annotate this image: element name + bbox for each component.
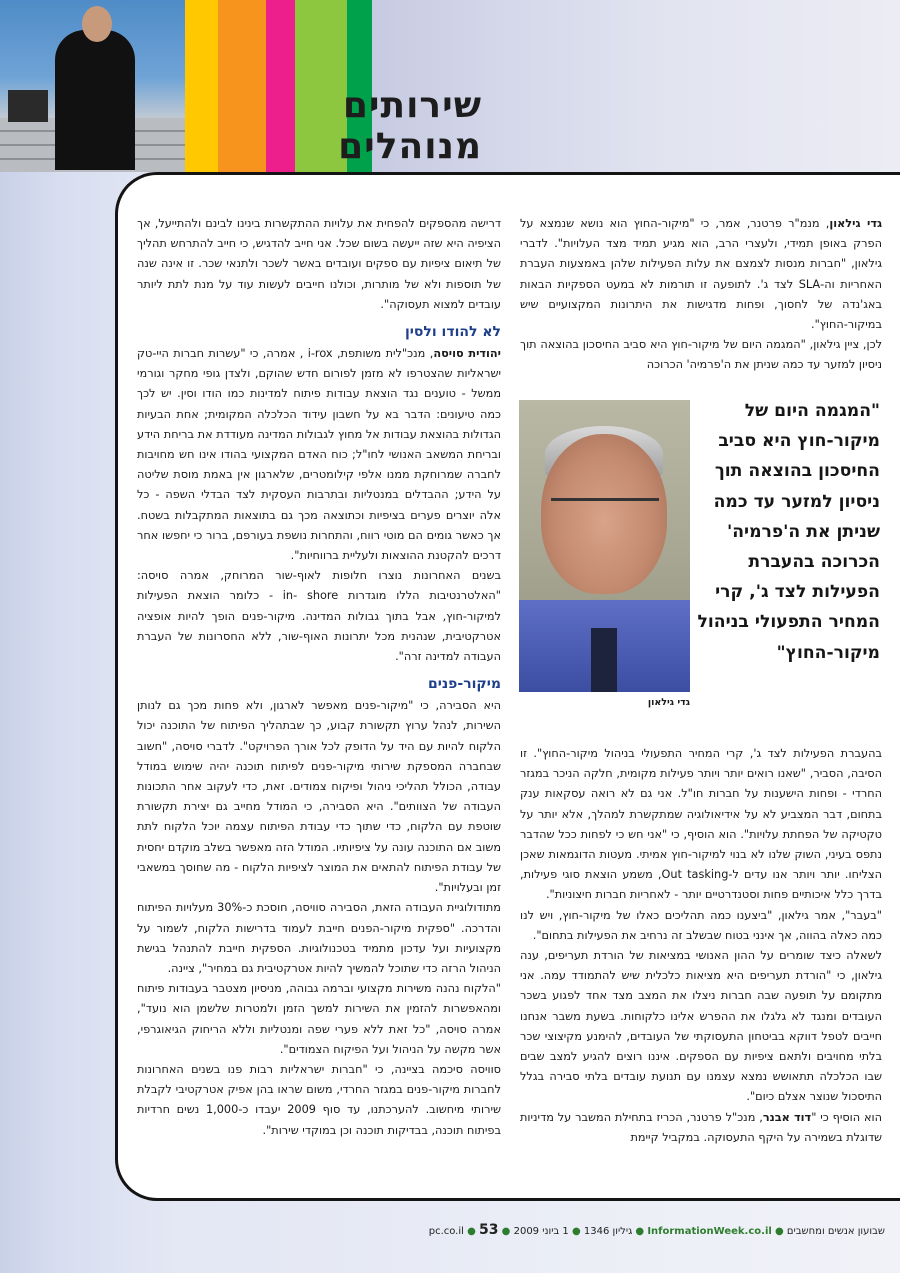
paragraph: בשנים האחרונות נוצרו חלופות לאוף-שור המרוחק, אמרה סויסה: "האלטרנטיבות הללו מוגדרות in- shore - כלומר הוצאת הפעילות למיקור-חוץ, אבל בתוך גבולות המדינה. מיקור-פנים הופך להיות אופציה אטרקטיבית, שנהנית מכל יתרונות האוף-שור, ללא החסרונות של העברת העבודה למדינה זרה". (137, 569, 501, 664)
subheading: מיקור-פנים (427, 676, 501, 693)
section-title: שירותים מנוהלים (338, 85, 482, 167)
person-name: דוד אבנר (762, 1110, 812, 1124)
publication-name: שבועון אנשים ומחשבים (786, 1226, 885, 1237)
paragraph-text: , מנכ"לית משותפת, i-rox , אמרה, כי "עשרות חברות היי-טק ישראליות שהצטרפו לא מזמן לפורום חדש שהוקם, ולצדן גופי מחקר וגורמי ממשל - טוענים נגד הוצאת עבודות פיתוח למדינות כמו הודו וסין. יש לכך כמה טיעונים: הדבר בא על חשבון עידוד הכלכלה המקומית; אחת הבעיות הגדולות בהוצאת עבודות אל מחוץ לגבולות המדינה מעודדת את בריחת הידע ובריחת המשאב האנושי לחו"ל; כוח האדם המקצועי בהודו אינו חש מחויבות לחברה שמרוחקת ממנו אלפי קילומטרים, שלארגון אין באמת מוסת שליטה על הידע; ההבדלים במנטליות ובתרבות העסקית לצד הבדלי השפה - כל אלה יוצרים פערים בציפיות וכתוצאה מכך גם בתוצאות המתקבלות בשטח. אך כאשר גומים הם מוטי רווח, והתחרות נושפת בעורפם, ברור כי יחפשו אחר דרכים להקטנת ההוצאות ולעליית ברווחיות". (137, 347, 501, 563)
site-name: InformationWeek.co.il (647, 1226, 772, 1237)
bullet-icon: ● (632, 1226, 645, 1237)
bullet-icon: ● (568, 1226, 581, 1237)
site-url: pc.co.il (428, 1226, 464, 1237)
photo-caption: גדי גילאון (647, 697, 690, 708)
paragraph: "הלקוח נהנה משירות מקצועי וברמה גבוהה, מניסיון מצטבר בעבודות פיתוח ומהאפשרות להזמין את השירות למשך הזמן ולמטרות שלשמן הוא נועד", אמרה סויסה, "כל זאת ללא פערי שפה ומנטליות וללא הריחוק הגיאוגרפי, אשר מקשה על הניהול ועל הפיקוח הצמודים". (137, 982, 501, 1056)
issue-number: גיליון 1346 (583, 1226, 633, 1237)
header-photo-businessman (0, 0, 185, 172)
paragraph (520, 1108, 882, 1148)
paragraph (520, 214, 882, 335)
paragraph-text: , מנמ"ר פרטנר, אמר, כי "מיקור-החוץ הוא נושא שנמצא על הפרק באופן תמידי, ולעצרי הרב, הוא מגיע תמיד מצד העלויות". לדברי גילאון, "חברות מנסות לצמצם את עלות הפעילות שלהן באמצעות העברת האחריות וה-SLA לצד ג'. לתופעה זו תורמות לא במעט הספקיות הבאות באג'נדה של לחסוך, ופחות מדגישות את היתרונות המקצועיים שיש במיקור-החוץ". (520, 217, 882, 332)
page-footer (60, 1222, 885, 1238)
paragraph: דרישה מהספקים להפחית את עלויות ההתקשרות בינינו לבינם ולהתייעל, אך הציפיה היא שזה ייעשה בשום שכל. אני חייב להדגיש, כי חייב להתרחש תהליך של תיאום ציפיות עם ספקים ועובדים באשר לשכר ולתנאי שכר. זו אינה שנה של תוספות ולא של מותרות, וכולנו חייבים לעשות עוד על מנת לתת ליותר עובדים למצוא תעסוקה". (137, 217, 501, 311)
speaker-name: גדי גילאון (829, 217, 883, 230)
paragraph-text: , מנכ"ל פרטנר, הכריז בתחילת המשבר על מדיניות שדוגלת בשמירה על היקף התעסוקה. במקביל קיימת (520, 1110, 882, 1144)
bullet-icon: ● (771, 1226, 784, 1237)
paragraph: לשאלה כיצד שומרים על ההון האנושי במציאות של הורדת תעריפים, ענה גילאון, כי "הורדת תעריפים היא מציאות כלכלית שיש להתמודד עמה. אני מתקומם על תופעה שבה חברות ניצלו את המצב מצד אחד לפגוע בשכר העובדים ומנגד לא גלגלו את ההפרש אלינו כלקוחות. בשעת משבר אנחנו חייבים לטפל דווקא בביטחון התעסוקתי של העובדים, להימנע מקיצוצי שכר בלתי מחויבים ולתאם ציפיות עם הספקים. איננו רוצים להגיע למצב שבים שבו הכלכלה תתאושש נמצא עצמנו עם תנועת עובדים בלתי סבירה בגלל התיסכול שנוצר אצלם כיום". (520, 949, 882, 1104)
paragraph: לכן, ציין גילאון, "המגמה היום של מיקור-חוץ היא סביב החיסכון בהוצאה תוך ניסיון למזער עד כמה שניתן את ה'פרמיה' הכרוכה (520, 338, 882, 372)
left-column (137, 214, 501, 1141)
right-column-bottom (520, 744, 882, 1148)
paragraph: מתודולוגיית העבודה הזאת, הסבירה סוויסה, חוסכת כ-30% מעלויות הפיתוח והדרכה. "ספקית מיקור-הפנים חייבת לעמוד בדרישות הלקוח, לשמור על מקצועיות ועל עדכון מתמיד בטכנולוגיות. הספקית חייבת להתנהל בגישת הניהול הרזה כדי שתוכל להמשיך להיות אטרקטיבית גם במחיר", ציינה. (137, 901, 501, 975)
header-banner (0, 0, 900, 172)
right-column-top (520, 214, 882, 376)
paragraph-text: הוא הוסיף כי " (811, 1110, 882, 1124)
paragraph: בהעברת הפעילות לצד ג', קרי המחיר התפעולי בניהול מיקור-החוץ". זו הסיבה, הסביר, "שאנו רואים יותר ויותר פעילות מקומית, חלקה הניכר במגזר החרדי - ופחות הישענות על חברות חו"ל. אני גם לא רואה עסקאות ענק בתחום, דבר המצביע לא על אידיאולוגיה שמתקשרת למהלך, אלא יותר על טקטיקה של הפחתת עלויות". הוא הוסיף, כי "אני חש כי לפחות ככל שהדבר נתפס בעיני, השוק שלנו לא בנוי למיקור-חוץ אמיתי. מעטות הדוגמאות שאכן הצליחו. יותר ויותר אנו עדים ל-Out tasking, משמע הוצאת סוגי פעילות, בדרך כלל איכותיים פחות וסטנדרטיים יותר - לאחריות חברות חיצוניות". (520, 747, 882, 902)
paragraph: היא הסבירה, כי "מיקור-פנים מאפשר לארגון, ולא פחות מכך גם לנותן השירות, לנהל ערוץ תקשורת קבוע, כך שבתהליך הפיתוח של התוכנה יכול הלקוח להיות עם היד על הדופק לכל אורך הפרויקט". לדברי סויסה, "חשוב שבחברה המספקת שירותי מיקור-פנים לפיתוח תוכנה יהיה שימוש במודל עבודה, הכולל תהליכי ניהול ופיקוח צמודים. זאת, כדי לעקוב אחר התכונות העבודה של הצוותים". היא הסבירה, כי המודל מחייב גם יצירת תקשורת שוטפת עם הלקוח, כדי שתוך כדי עבודת הפיתוח עצמה יוכל הלקוח לתת משוב אם התוכנה עונה על ציפיותיו. המודל הזה מאפשר בשלב מוקדם יחסית של עבודת הפיתוח להתאים את המוצר לציפיות הלקוח - מה שחוסך במשאבי זמן ובעלויות". (137, 699, 501, 895)
issue-date: 1 ביוני 2009 (513, 1226, 569, 1237)
speaker-name: יהודית סויסה (433, 347, 502, 361)
page-number: 53 (479, 1222, 499, 1238)
portrait-photo (519, 400, 690, 692)
subheading: לא להודו ולסין (404, 324, 501, 341)
paragraph: "בעבר", אמר גילאון, "ביצענו כמה תהליכים כאלו של מיקור-חוץ, ויש לנו כמה כאלה בהווה, אך אינני בטוח שבשלב זה נרחיב את הפעילות בתחום". (520, 908, 882, 942)
paragraph (137, 344, 501, 566)
paragraph: סוויסה סיכמה בציינה, כי "חברות ישראליות רבות פנו בשנים האחרונות לחברות מיקור-פנים במגזר החרדי, משום שראו בהן אפיק אטרקטיבי לקבלת שירותי מיחשוב. להערכתנו, עד סוף 2009 יעבדו כ-1,000 נשים חרדיות בפיתוח תוכנה, בבדיקות תוכנה וכן במוקדי שירות". (137, 1062, 502, 1137)
bullet-icon: ● (498, 1226, 511, 1237)
bullet-icon: ● (467, 1226, 480, 1237)
pull-quote: "המגמה היום של מיקור-חוץ היא סביב החיסכון בהוצאה תוך ניסיון למזער עד כמה שניתן את ה'פרמיה' הכרוכה בהעברת הפעילות לצד ג', קרי המחיר התפעולי בניהול מיקור-החוץ" (697, 401, 880, 663)
